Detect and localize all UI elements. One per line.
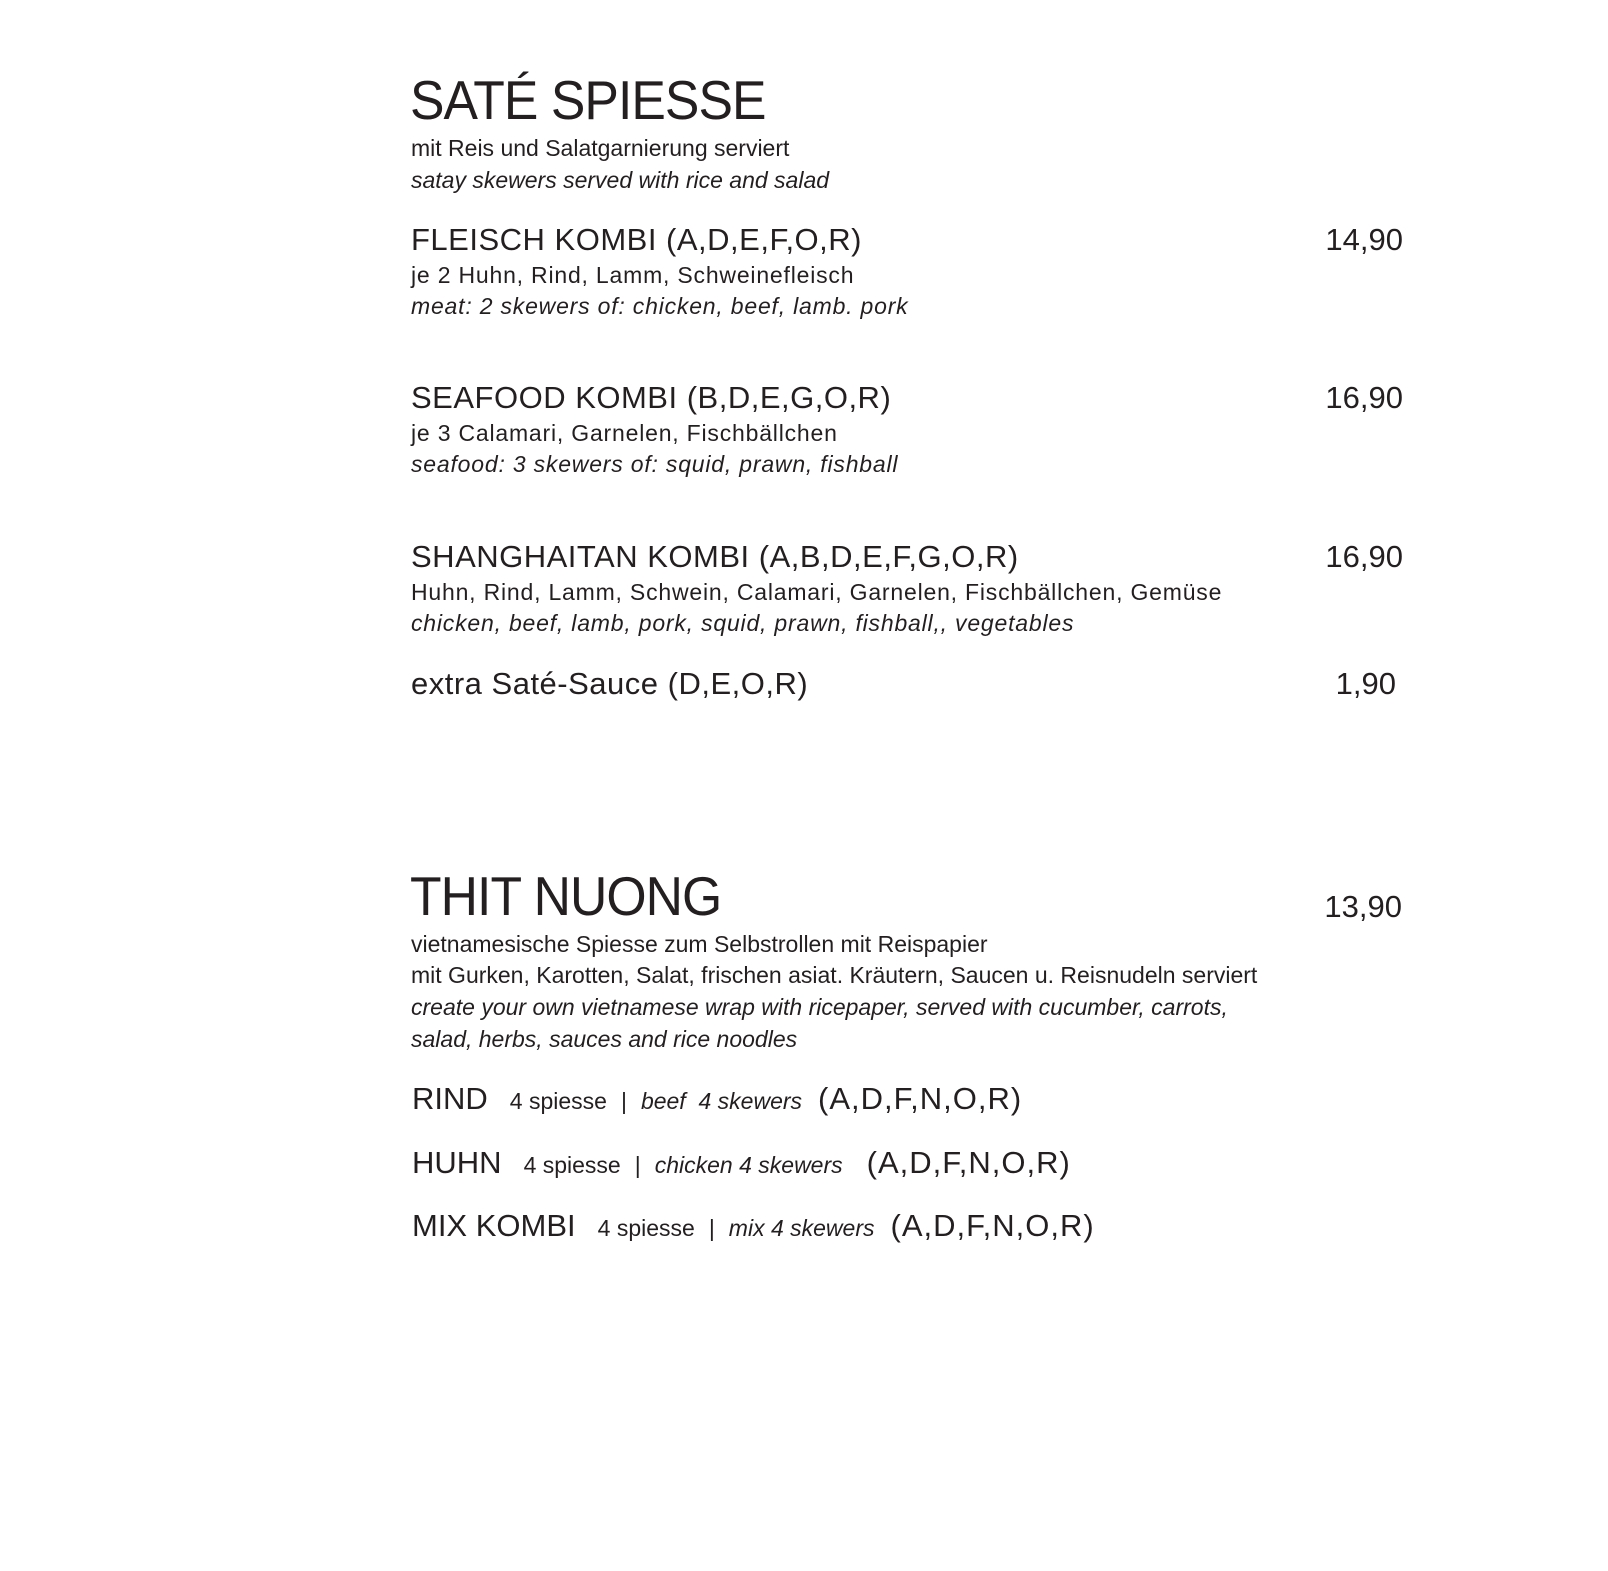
option-name: HUHN [412,1145,502,1180]
thit-option-rind [412,1081,1022,1117]
option-separator: | [634,1152,641,1178]
thit-nuong-desc-de-1: vietnamesische Spiesse zum Selbstrollen mit Reispapier [411,931,988,957]
item-shanghaitan-kombi-price: 16,90 [1325,539,1403,574]
item-seafood-kombi-desc-en: seafood: 3 skewers of: squid, prawn, fishball [411,451,899,477]
thit-nuong-price: 13,90 [1324,889,1402,924]
option-name: RIND [412,1081,488,1116]
option-separator: | [708,1215,715,1241]
item-seafood-kombi-price: 16,90 [1325,380,1403,415]
thit-nuong-desc-en-2: salad, herbs, sauces and rice noodles [411,1026,798,1052]
option-allergens: (A,D,F,N,O,R) [866,1145,1071,1180]
option-allergens: (A,D,F,N,O,R) [890,1208,1095,1243]
extra-sauce-price: 1,90 [1335,666,1396,701]
item-seafood-kombi-desc-de: je 3 Calamari, Garnelen, Fischbällchen [411,420,838,446]
item-shanghaitan-kombi-desc-de: Huhn, Rind, Lamm, Schwein, Calamari, Garnelen, Fischbällchen, Gemüse [411,579,1223,605]
option-qty-de: 4 spiesse [509,1088,607,1114]
thit-option-mix-kombi [412,1208,1095,1244]
item-shanghaitan-kombi-desc-en: chicken, beef, lamb, pork, squid, prawn, fishball,, vegetables [411,610,1075,636]
thit-nuong-desc-de-2: mit Gurken, Karotten, Salat, frischen asiat. Kräutern, Saucen u. Reisnudeln serviert [411,962,1258,988]
item-fleisch-kombi-desc-en: meat: 2 skewers of: chicken, beef, lamb. pork [411,293,909,319]
item-fleisch-kombi-desc-de: je 2 Huhn, Rind, Lamm, Schweinefleisch [411,262,855,288]
item-shanghaitan-kombi-name: SHANGHAITAN KOMBI (A,B,D,E,F,G,O,R) [411,539,1019,574]
option-allergens: (A,D,F,N,O,R) [818,1081,1023,1116]
item-fleisch-kombi-price: 14,90 [1325,222,1403,257]
thit-nuong-title: THIT NUONG [410,865,722,927]
extra-sauce-name: extra Saté-Sauce (D,E,O,R) [411,666,809,701]
thit-nuong-desc-en-1: create your own vietnamese wrap with ricepaper, served with cucumber, carrots, [411,994,1228,1020]
thit-option-huhn [412,1145,1071,1181]
sate-subtitle-en: satay skewers served with rice and salad [411,167,830,193]
sate-subtitle-de: mit Reis und Salatgarnierung serviert [411,135,790,161]
option-qty-en: mix 4 skewers [728,1215,875,1241]
option-separator: | [620,1088,627,1114]
option-qty-de: 4 spiesse [597,1215,695,1241]
option-qty-de: 4 spiesse [523,1152,621,1178]
sate-section-title: SATÉ SPIESSE [410,69,766,131]
option-name: MIX KOMBI [412,1208,576,1243]
option-qty-en: chicken 4 skewers [654,1152,843,1178]
option-qty-en: beef 4 skewers [640,1088,803,1114]
item-fleisch-kombi-name: FLEISCH KOMBI (A,D,E,F,O,R) [411,222,862,257]
item-seafood-kombi-name: SEAFOOD KOMBI (B,D,E,G,O,R) [411,380,892,415]
